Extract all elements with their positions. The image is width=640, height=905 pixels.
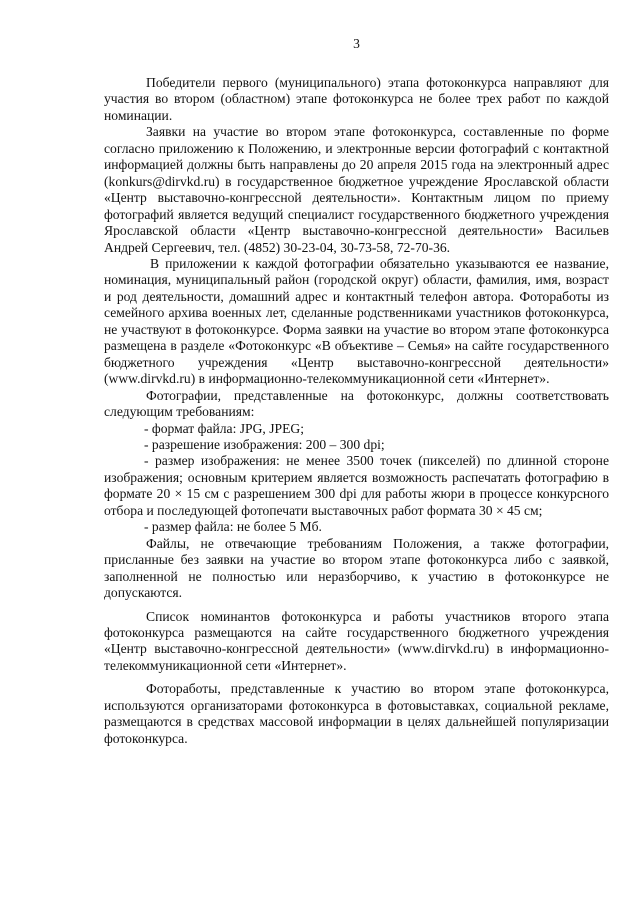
paragraph-winners: Победители первого (муниципального) этапа фотоконкурса направляют для участия во втором (областном) этапе фотоконкурса не более трех работ по каждой номинации. bbox=[104, 75, 609, 123]
paragraph-photo-usage: Фотоработы, представленные к участию во втором этапе фотоконкурса, используются организаторами фотоконкурса в фотовыставках, социальной рекламе, размещаются в средствах массовой информации в целях дальнейшей популяризации фотоконкурса. bbox=[104, 681, 609, 746]
paragraph-nominees-list: Список номинантов фотоконкурса и работы участников второго этапа фотоконкурса размещаются на сайте государственного бюджетного учреждения «Центр выставочно-конгрессной деятельности» (www.dirvkd.ru) в информационно-телекоммуникационной сети «Интернет». bbox=[104, 608, 609, 673]
requirement-image-size: - размер изображения: не менее 3500 точек (пикселей) по длинной стороне изображения; основным критерием является возможность распечатать фотографию в формате 20 × 15 см с разрешением 300 dpi для работы жюри в процессе конкурсного отбора и последующей фотопечати выставочных работ формата 30 × 45 см; bbox=[104, 453, 609, 518]
paragraph-photo-attachment: В приложении к каждой фотографии обязательно указываются ее название, номинация, муниципальный район (городской округ) области, фамилия, имя, возраст и род деятельности, домашний адрес и контактный телефон автора. Фотоработы из семейного архива военных лет, сделанные родственниками участников фотоконкурса, не участвуют в фотоконкурсе. Форма заявки на участие во втором этапе фотоконкурса размещена в разделе «Фотоконкурс «В объективе – Семья» на сайте государственного бюджетного учреждения «Центр выставочно-конгрессной деятельности» (www.dirvkd.ru) в информационно-телекоммуникационной сети «Интернет». bbox=[104, 255, 609, 387]
page-number: 3 bbox=[353, 36, 360, 51]
requirement-file-format: - формат файла: JPG, JPEG; bbox=[144, 420, 304, 436]
document-body bbox=[104, 75, 609, 747]
paragraph-rejected-files: Файлы, не отвечающие требованиям Положения, а также фотографии, присланные без заявки на участие во втором этапе фотоконкурса либо с заявкой, заполненной не полностью или неразборчиво, к участию в фотоконкурсе не допускаются. bbox=[104, 535, 609, 601]
requirement-file-size: - размер файла: не более 5 Мб. bbox=[144, 519, 322, 535]
requirement-resolution: - разрешение изображения: 200 – 300 dpi; bbox=[144, 436, 385, 452]
paragraph-requirements-intro: Фотографии, представленные на фотоконкурс, должны соответствовать следующим требованиям: bbox=[104, 387, 609, 420]
paragraph-applications: Заявки на участие во втором этапе фотоконкурса, составленные по форме согласно приложению к Положению, и электронные версии фотографий с контактной информацией должны быть направлены до 20 апреля 2015 года на электронный адрес (konkurs@dirvkd.ru) в государственное бюджетное учреждение Ярославской области «Центр выставочно-конгрессной деятельности». Контактным лицом по приему фотографий является ведущий специалист государственного бюджетного учреждения Ярославской области «Центр выставочно-конгрессной деятельности» Васильев Андрей Сергеевич, тел. (4852) 30-23-04, 30-73-58, 72-70-36. bbox=[104, 124, 609, 255]
